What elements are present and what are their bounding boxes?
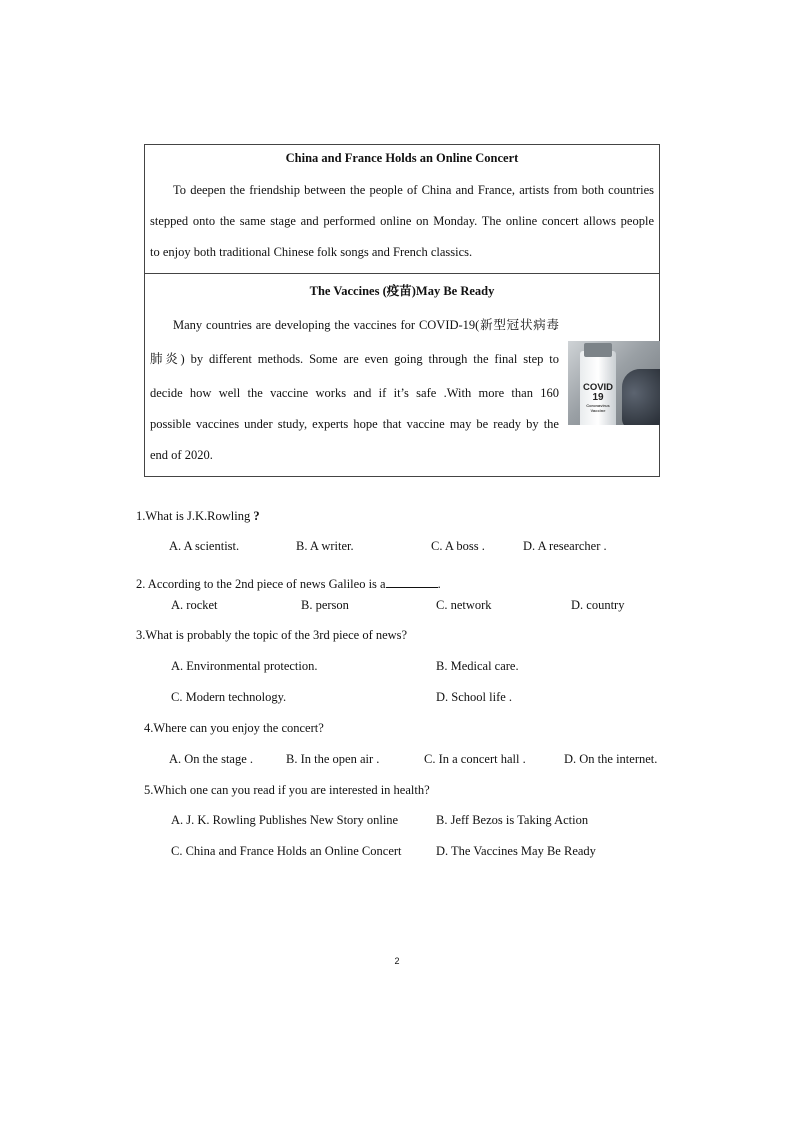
option-3a: A. Environmental protection. [171,659,318,673]
option-2d: D. country [571,598,625,612]
option-5b: B. Jeff Bezos is Taking Action [436,813,589,827]
vaccine-vial-image [568,341,660,425]
question-mark: ? [253,509,260,523]
option-1c: C. A boss . [431,539,485,553]
option-3d: D. School life . [436,690,513,704]
option-1b: B. A writer. [296,539,354,553]
option-4b: B. In the open air . [286,752,380,766]
question-2-text: 2. According to the 2nd piece of news Galileo is a [136,577,386,591]
question-1 [136,509,260,524]
vial-label-small: Vaccine [590,408,606,413]
news-title-concert: China and France Holds an Online Concert [285,151,519,165]
question-2 [136,575,441,592]
question-1-text: 1.What is J.K.Rowling [136,509,251,523]
news-text-line: stepped onto the same stage and performed online on Monday. The online concert allows people [150,214,654,228]
news-text-line: decide how well the vaccine works and if it’s safe .With more than 160 [150,386,559,400]
option-5c: C. China and France Holds an Online Concert [171,844,402,858]
news-title-vaccines: The Vaccines (疫苗)May Be Ready [309,284,495,298]
vial-label-covid: COVID [582,382,614,393]
option-2b: B. person [301,598,349,612]
vial-cap [584,343,612,357]
option-5d: D. The Vaccines May Be Ready [436,844,596,858]
option-2a: A. rocket [171,598,218,612]
option-1d: D. A researcher . [523,539,607,553]
answer-blank [386,575,438,588]
vial-label [576,383,620,413]
option-4d: D. On the internet. [564,752,658,766]
news-box-vaccines [144,273,660,477]
option-4a: A. On the stage . [169,752,254,766]
question-5: 5.Which one can you read if you are interested in health? [144,783,430,797]
page-number: 2 [394,956,400,966]
vial-label-small: Coronavirus [586,403,610,408]
news-text-line: Many countries are developing the vaccines for COVID-19(新型冠状病毒 [173,318,559,332]
option-4c: C. In a concert hall . [424,752,526,766]
news-text-line: To deepen the friendship between the people of China and France, artists from both countries [173,183,654,197]
option-1a: A. A scientist. [169,539,240,553]
gloved-hand [622,369,660,425]
news-text-line: end of 2020. [150,448,213,462]
news-text-line: 肺炎) by different methods. Some are even going through the final step to [150,352,559,366]
option-5a: A. J. K. Rowling Publishes New Story online [171,813,399,827]
news-text-line: to enjoy both traditional Chinese folk songs and French classics. [150,245,473,259]
option-2c: C. network [436,598,492,612]
question-4: 4.Where can you enjoy the concert? [144,721,324,735]
option-3c: C. Modern technology. [171,690,287,704]
question-3: 3.What is probably the topic of the 3rd piece of news? [136,628,408,642]
news-box-concert [144,144,660,274]
option-3b: B. Medical care. [436,659,519,673]
question-2-period: . [437,577,441,591]
vial-label-19: 19 [592,392,604,403]
news-text-line: possible vaccines under study, experts hope that vaccine may be ready by the [150,417,559,431]
